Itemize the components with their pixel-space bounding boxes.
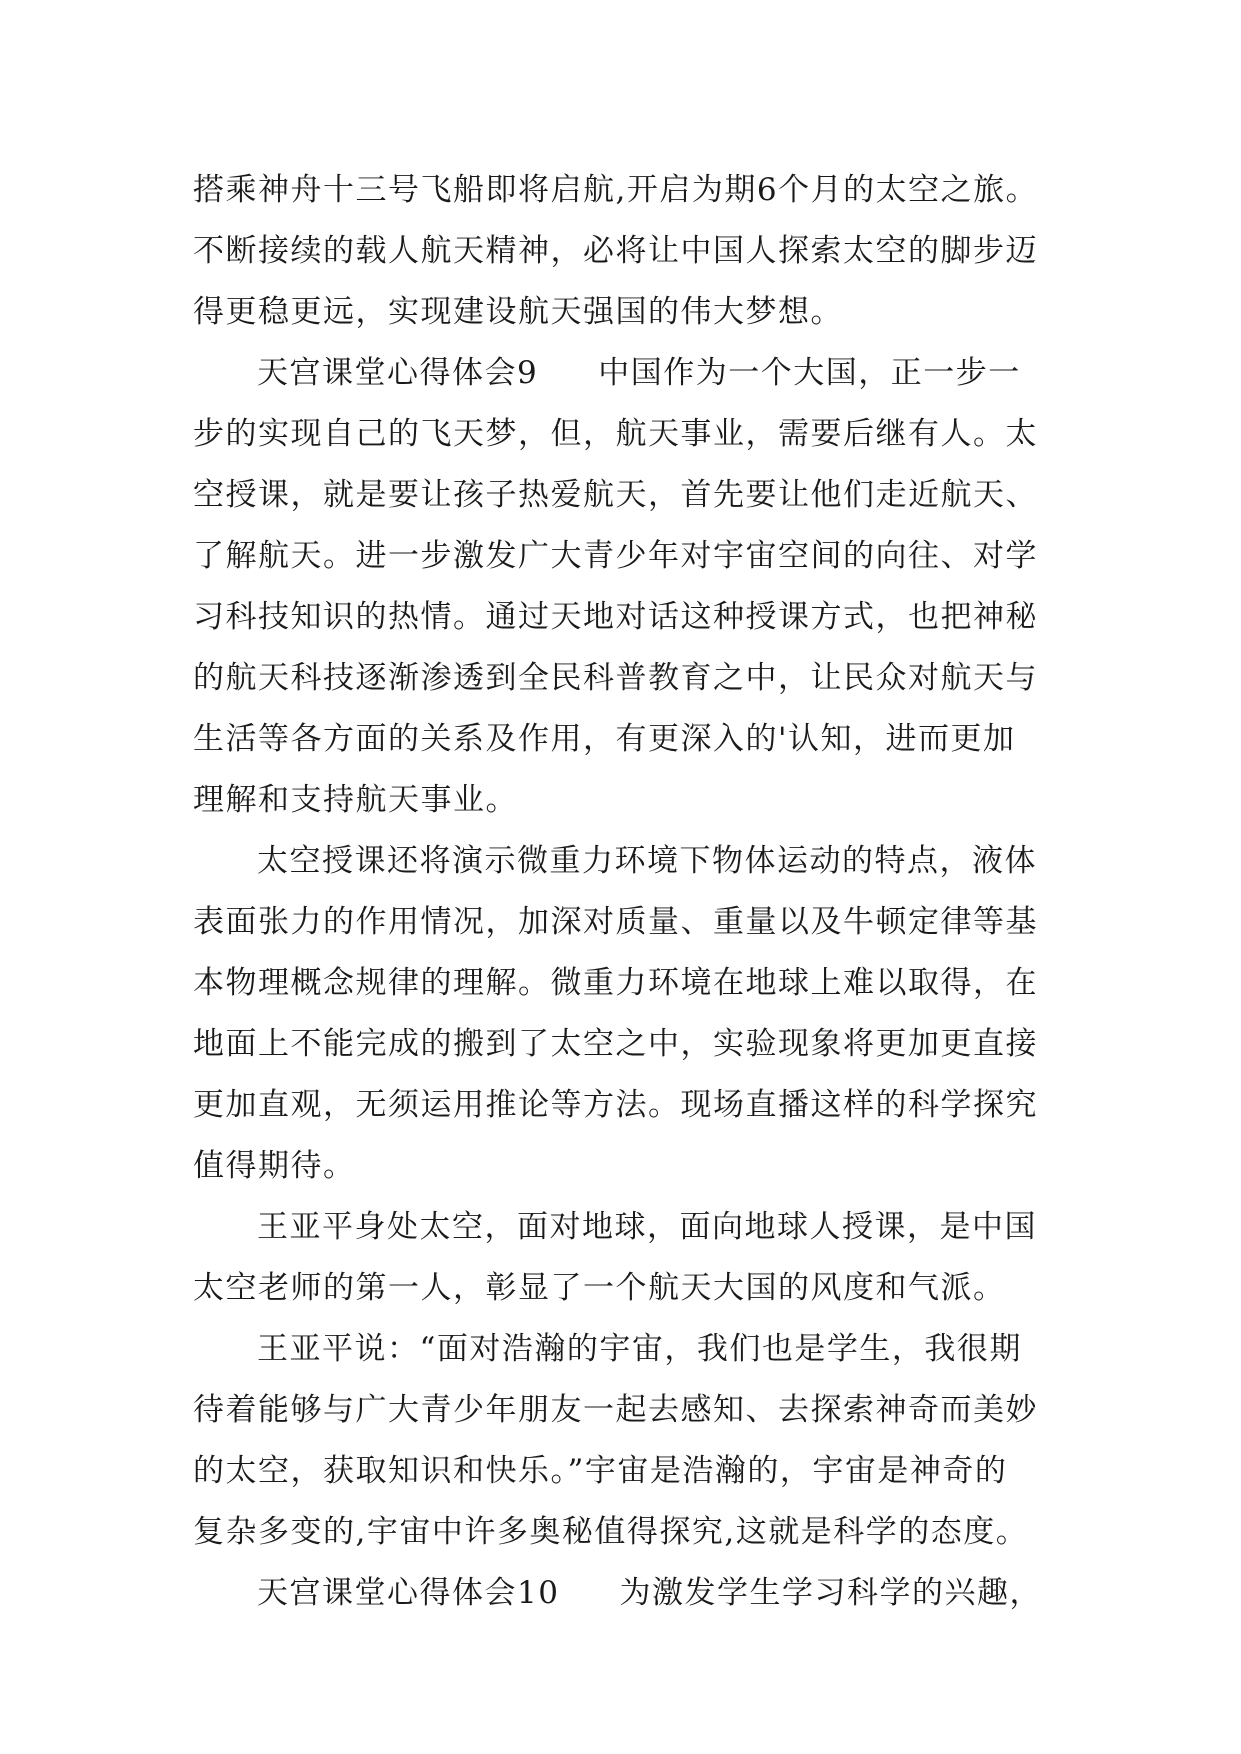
document-body: [193, 160, 1053, 1624]
text-line: 本物理概念规律的理解。微重力环境在地球上难以取得，在: [193, 965, 1038, 1001]
text-line: 搭乘神舟十三号飞船即将启航,开启为期6个月的太空之旅。: [193, 172, 1039, 208]
text-line: 太空老师的第一人，彰显了一个航天大国的风度和气派。: [193, 1270, 1006, 1306]
text-line: 不断接续的载人航天精神，必将让中国人探索太空的脚步迈: [193, 233, 1038, 269]
text-line: 了解航天。进一步激发广大青少年对宇宙空间的向往、对学: [193, 538, 1038, 574]
text-line: 更加直观，无须运用推论等方法。现场直播这样的科学探究: [193, 1087, 1038, 1123]
text-line: 值得期待。: [193, 1148, 356, 1184]
text-fragment: 中国作为一个大国，正一步一: [598, 355, 1021, 391]
section-heading: 天宫课堂心得体会9: [257, 355, 539, 391]
section-heading: 天宫课堂心得体会10: [257, 1575, 560, 1611]
section-heading-line: [193, 343, 1053, 404]
text-line: 待着能够与广大青少年朋友一起去感知、去探索神奇而美妙: [193, 1392, 1038, 1428]
text-line: 王亚平说：“面对浩瀚的宇宙，我们也是学生，我很期: [257, 1331, 1022, 1367]
text-line: 的太空，获取知识和快乐。”宇宙是浩瀚的，宇宙是神奇的: [193, 1453, 1008, 1489]
text-line: 复杂多变的,宇宙中许多奥秘值得探究,这就是科学的态度。: [193, 1514, 1029, 1550]
text-line: 王亚平身处太空，面对地球，面向地球人授课，是中国: [257, 1209, 1037, 1245]
text-line: 的航天科技逐渐渗透到全民科普教育之中，让民众对航天与: [193, 660, 1038, 696]
text-line: 步的实现自己的飞天梦，但，航天事业，需要后继有人。太: [193, 416, 1038, 452]
text-line: 得更稳更远，实现建设航天强国的伟大梦想。: [193, 294, 843, 330]
text-line: 表面张力的作用情况，加深对质量、重量以及牛顿定律等基: [193, 904, 1038, 940]
text-line: 太空授课还将演示微重力环境下物体运动的特点，液体: [257, 843, 1037, 879]
text-line: 习科技知识的热情。通过天地对话这种授课方式，也把神秘: [193, 599, 1038, 635]
text-line: 地面上不能完成的搬到了太空之中，实验现象将更加更直接: [193, 1026, 1038, 1062]
text-line: 理解和支持航天事业。: [193, 782, 518, 818]
text-line: 空授课，就是要让孩子热爱航天，首先要让他们走近航天、: [193, 477, 1038, 513]
text-line: 生活等各方面的关系及作用，有更深入的'认知，进而更加: [193, 721, 1016, 757]
section-heading-line: [193, 1563, 1053, 1624]
text-fragment: 为激发学生学习科学的兴趣，: [619, 1575, 1042, 1611]
